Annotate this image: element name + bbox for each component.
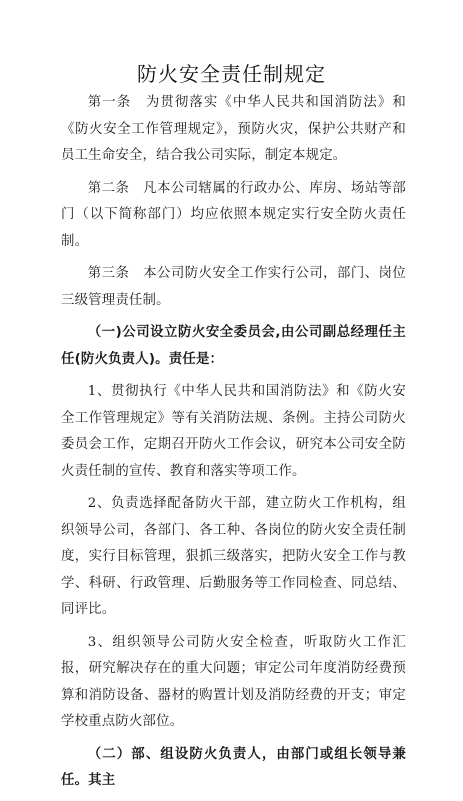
document-title: 防火安全责任制规定 xyxy=(137,62,326,86)
duty-item-3: 3、组织领导公司防火安全检查，听取防火工作汇报，研究解决存在的重大问题；审定公司年度消防经费预算和消防设备、器材的购置计划及消防经费的开支；审定学校重点防火部位。 xyxy=(61,634,406,729)
section-two-heading: （二）部、组设防火负责人，由部门或组长领导兼任。其主 xyxy=(61,746,406,788)
article-three-paragraph: 第三条 本公司防火安全工作实行公司，部门、岗位三级管理责任制。 xyxy=(61,266,406,308)
article-two-paragraph: 第二条 凡本公司辖属的行政办公、库房、场站等部门（以下简称部门）均应依照本规定实行安全防火责任制。 xyxy=(61,180,406,249)
document-body xyxy=(61,90,406,801)
duty-item-2: 2、负责选择配备防火干部，建立防火工作机构，组织领导公司，各部门、各工种、各岗位的防火安全责任制度，实行目标管理，狠抓三级落实，把防火安全工作与教学、科研、行政管理、后勤服务等工作同检查、同总结、同评比。 xyxy=(61,496,406,617)
section-one-heading: （一)公司设立防火安全委员会,由公司副总经理任主任(防火负责人)。责任是： xyxy=(61,325,406,367)
duty-item-1: 1、贯彻执行《中华人民共和国消防法》和《防火安全工作管理规定》等有关消防法规、条例。主持公司防火委员会工作，定期召开防火工作会议，研究本公司安全防火责任制的宣传、教育和落实等项工作。 xyxy=(61,384,406,479)
article-one-paragraph: 第一条 为贯彻落实《中华人民共和国消防法》和《防火安全工作管理规定》，预防火灾，保护公共财产和员工生命安全，结合我公司实际，制定本规定。 xyxy=(61,95,406,163)
